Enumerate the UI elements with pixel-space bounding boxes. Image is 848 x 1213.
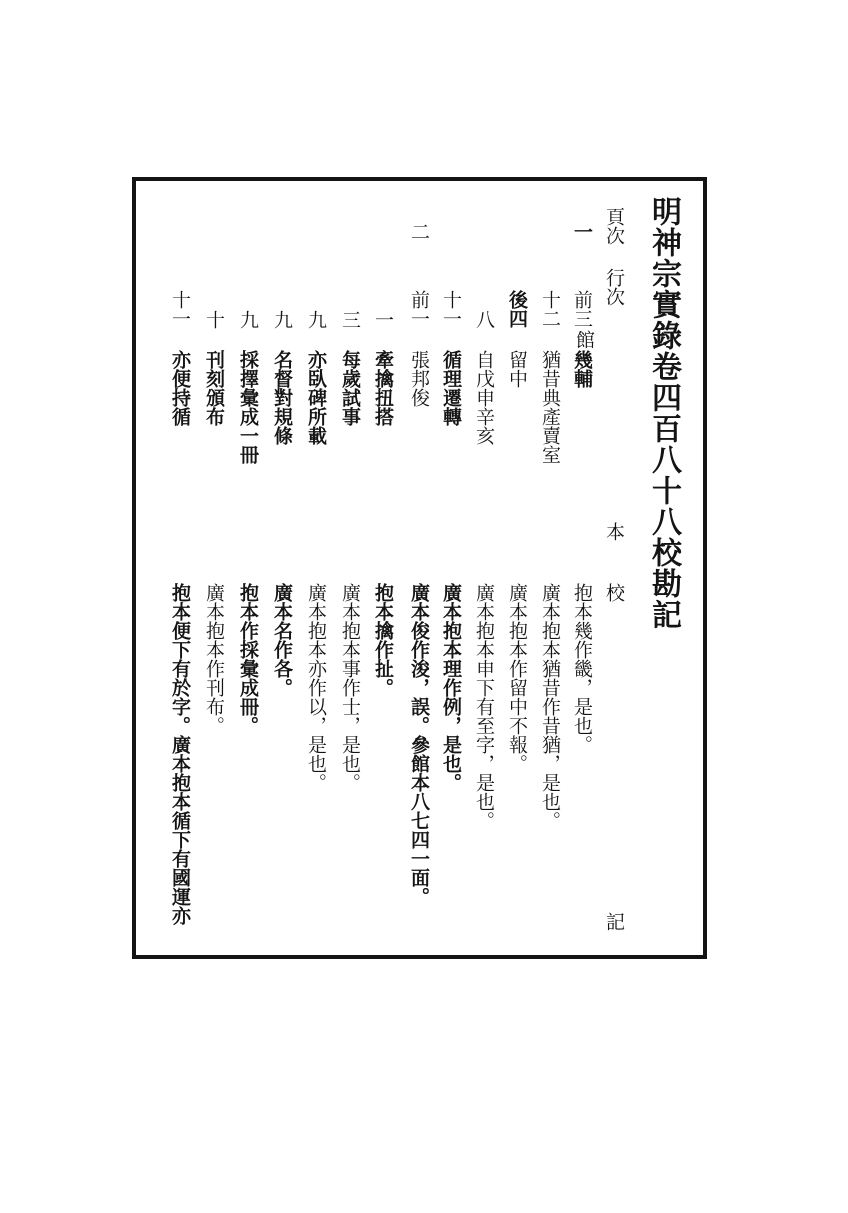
header-guan: 館 (573, 330, 595, 349)
original-text: 採擇彙成一冊 (237, 350, 259, 464)
line-number: 三 (339, 310, 361, 329)
page-title: 明神宗實錄卷四百八十八校勘記 (646, 196, 681, 630)
collation-note: 廣本名作各。 (271, 583, 293, 697)
line-number: 十一 (440, 290, 462, 328)
original-text: 幾輔 (571, 350, 593, 388)
line-number: 十 (203, 310, 225, 329)
collation-note: 廣本抱本作留中不報。 (506, 583, 528, 773)
collation-note: 廣本抱本作刊布。 (203, 583, 225, 735)
collation-note: 抱本幾作畿，是也。 (571, 583, 593, 754)
collation-note: 廣本抱本猶昔作昔猶，是也。 (539, 583, 561, 830)
page-number: 一 (571, 222, 593, 241)
header-ben: 本 (603, 522, 625, 541)
collation-note: 抱本擒作扯。 (372, 583, 394, 697)
original-text: 張邦俊 (408, 350, 430, 407)
collation-note: 抱本便下有於字。廣本抱本循下有國運亦 (169, 583, 191, 925)
original-text: 刊刻頒布 (203, 350, 225, 426)
header-ji: 記 (603, 912, 625, 931)
original-text: 名督對規條 (271, 350, 293, 445)
collation-note: 廣本抱本理作例，是也。 (440, 583, 462, 792)
page-number: 二 (408, 222, 430, 241)
collation-note: 廣本抱本亦作以，是也。 (305, 583, 327, 792)
collation-note: 廣本抱本申下有至字，是也。 (473, 583, 495, 830)
original-text: 留中 (506, 350, 528, 388)
collation-note: 廣本俊作浚，誤。參館本八七四一面。 (408, 583, 430, 906)
line-number: 後四 (506, 290, 528, 328)
line-number: 九 (305, 310, 327, 329)
line-number: 十二 (539, 290, 561, 328)
original-text: 牽擒扭搭 (372, 350, 394, 426)
collation-note: 抱本作採彙成冊。 (237, 583, 259, 735)
header-page-number: 頁次 (603, 207, 625, 245)
line-number: 前一 (408, 290, 430, 328)
line-number: 前三 (571, 290, 593, 328)
original-text: 每歲試事 (339, 350, 361, 426)
line-number: 八 (473, 310, 495, 329)
header-xiao: 校 (603, 583, 625, 602)
header-line-number: 行次 (603, 268, 625, 306)
line-number: 一 (372, 310, 394, 329)
collation-note: 廣本抱本事作士，是也。 (339, 583, 361, 792)
original-text: 亦臥碑所載 (305, 350, 327, 445)
original-text: 循理遷轉 (440, 350, 462, 426)
line-number: 九 (271, 310, 293, 329)
line-number: 十一 (169, 290, 191, 328)
line-number: 九 (237, 310, 259, 329)
original-text: 自戊申辛亥 (473, 350, 495, 445)
original-text: 猶昔典產賣室 (539, 350, 561, 464)
original-text: 亦便持循 (169, 350, 191, 426)
